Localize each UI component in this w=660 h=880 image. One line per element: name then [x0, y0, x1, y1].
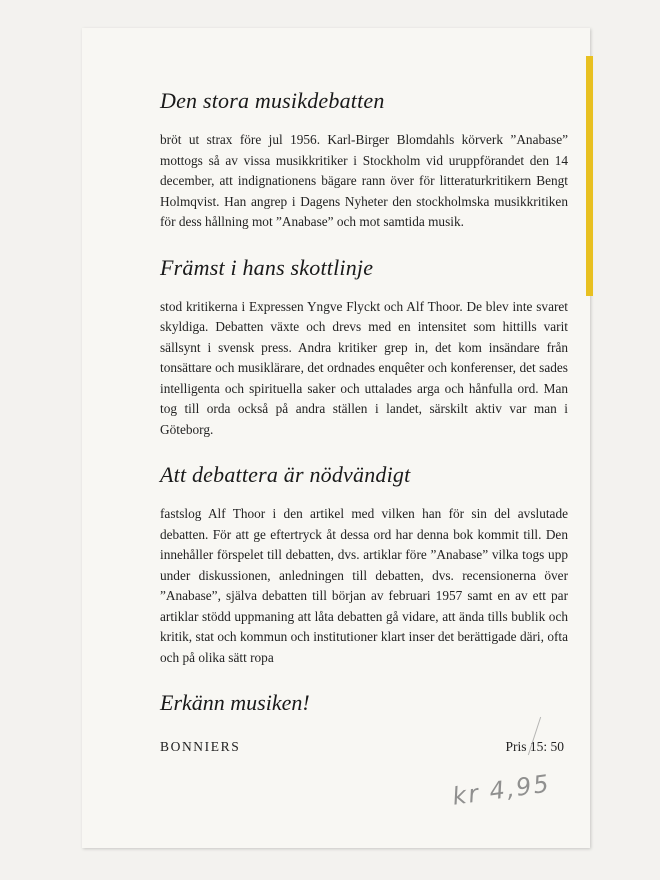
- yellow-spine-strip: [586, 56, 593, 296]
- closing-line: Erkänn musiken!: [160, 690, 310, 715]
- price-label: Pris 15: 50: [505, 739, 564, 754]
- section-heading-3: Att debattera är nödvändigt: [160, 462, 411, 487]
- cover-text-block: [160, 88, 568, 716]
- section-heading-1: Den stora musikdebatten: [160, 88, 385, 113]
- publisher-name: BONNIERS: [160, 739, 241, 754]
- cover-footer: [160, 739, 564, 755]
- section-body-1: bröt ut strax före jul 1956. Karl-Birger Blomdahls körverk ”Anabase” mottogs så av vissa musikkritiker i Stockholm vid uruppförandet den 14 december, att indignationens bägare rann över för litteraturkritikern Bengt Holmqvist. Han angrep i Dagens Nyheter den stockholmska musikkritiken för dess hållning mot ”Anabase” och mot samtida musik.: [160, 132, 568, 229]
- section-body-2: stod kritikerna i Expressen Yngve Flyckt och Alf Thoor. De blev inte svaret skyldiga. Debatten växte och drevs med en intensitet som hittills varit sällsynt i svensk press. Andra kritiker grep in, det kom insändare från tonsättare och musiklärare, det ordnades enquêter och konferenser, det sades intelligenta och spirituella saker och uttalades arga och hånfulla ord. Man tog till orda också på andra ställen i landet, särskilt aktiv var man i Göteborg.: [160, 298, 568, 437]
- section-body-3: fastslog Alf Thoor i den artikel med vilken han för sin del avslutade debatten. För att ge eftertryck åt dessa ord har denna bok kommit till. Den innehåller förspelet till debatten, dvs. artiklar före ”Anabase” vilka togs upp under diskussionen, anledningen till debatten, dvs. recensionerna över ”Anabase”, själva debatten till början av februari 1957 samt en av ett par artiklar stödd uppmaning att låta debatten gå vidare, att ända tills bublik och kritik, stat och kommun och institutioner klart inser det berättigade däri, ofta och på olika sätt ropa: [160, 506, 568, 665]
- section-heading-2: Främst i hans skottlinje: [160, 254, 374, 280]
- handwritten-price-note: kr 4,95: [450, 769, 553, 811]
